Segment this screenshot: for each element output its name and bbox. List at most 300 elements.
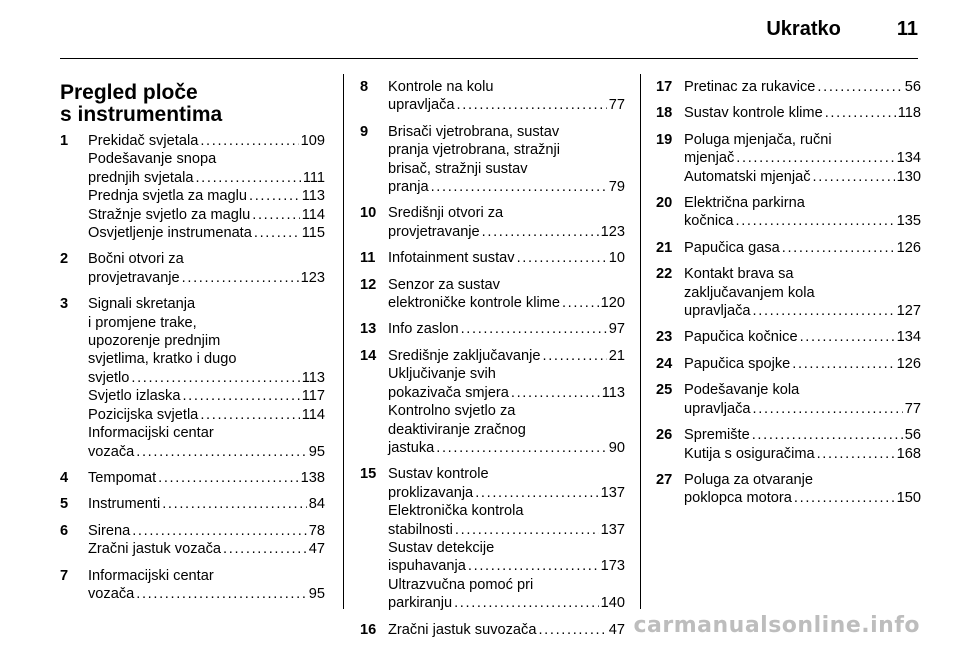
page-reference[interactable]: 79 [608,179,625,196]
dot-leader [252,206,300,224]
entry-line [88,369,325,387]
entry-number: 5 [60,496,69,513]
entry-number: 24 [656,355,673,372]
index-entry [360,204,625,241]
page-reference[interactable]: 111 [302,169,325,186]
entry-line [388,521,625,539]
index-entry [656,426,921,463]
index-entry [656,265,921,320]
dot-leader [455,521,599,539]
entry-line [388,223,625,241]
page-reference[interactable]: 134 [896,329,921,346]
column-3 [656,78,921,516]
entry-text: Podešavanje kola [684,382,800,399]
entry-line [88,332,325,350]
entry-line [88,406,325,424]
page-reference[interactable]: 77 [608,97,625,114]
entry-text: Prednja svjetla za maglu [88,188,247,205]
entry-line [88,314,325,332]
entry-line [88,224,325,242]
entry-body [88,495,325,513]
entry-body [684,131,921,186]
column-divider-1 [343,74,344,609]
page-reference[interactable]: 138 [300,469,325,486]
dot-leader [249,187,300,205]
entry-text: mjenjač [684,150,735,167]
entry-text: vozača [88,443,135,460]
entry-line [388,294,625,312]
entry-text: jastuka [388,439,435,456]
entry-text: upravljača [684,303,751,320]
entry-body [88,250,325,287]
entry-line [684,265,921,283]
index-entry [656,239,921,257]
entry-text: Papučica gasa [684,239,780,256]
entry-line [388,402,625,420]
index-entry [360,320,625,338]
entry-body [684,355,921,373]
dot-leader [792,355,894,373]
entry-number: 26 [656,427,673,444]
entry-number: 12 [360,276,377,293]
entry-number: 25 [656,382,673,399]
entry-line [684,445,921,463]
index-entry [360,347,625,457]
dot-leader [800,328,895,346]
index-entry [360,465,625,612]
entry-text: provjetravanje [88,269,180,286]
index-entry [60,522,325,559]
page-reference[interactable]: 120 [600,295,625,312]
entry-text: Pozicijska svjetla [88,406,199,423]
dot-leader [753,400,903,418]
dot-leader [136,443,307,461]
entry-line [88,443,325,461]
entry-text: Uključivanje svih [388,366,496,383]
watermark: carmanualsonline.info [633,613,920,638]
entry-line [388,576,625,594]
page-title [60,82,325,126]
dot-leader [813,168,895,186]
entry-line [88,187,325,205]
dot-leader [475,484,598,502]
entry-text: pranja vjetrobrana, stražnji [388,142,560,159]
page-reference[interactable]: 56 [904,427,921,444]
page-reference[interactable]: 47 [308,541,325,558]
entry-line [388,365,625,383]
page-title-line-1: Pregled ploče [60,81,198,104]
entry-text: Stražnje svjetlo za maglu [88,206,251,223]
dot-leader [782,239,895,257]
entry-body [88,469,325,487]
page-reference[interactable]: 168 [896,445,921,462]
page-reference[interactable]: 135 [896,213,921,230]
entry-number: 21 [656,239,673,256]
entry-text: Zračni jastuk suvozača [388,621,537,638]
entry-body [684,471,921,508]
column-2 [360,78,625,647]
entry-line [88,469,325,487]
entry-line [388,96,625,114]
entry-number: 13 [360,321,377,338]
page-reference[interactable]: 97 [608,321,625,338]
dot-leader [538,621,606,639]
dot-leader [431,178,607,196]
entry-text: Automatski mjenjač [684,168,811,185]
entry-text: Signali skretanja [88,296,196,313]
entry-line [88,585,325,603]
entry-number: 20 [656,195,673,212]
index-entry [60,495,325,513]
entry-number: 18 [656,105,673,122]
entry-text: Električna parkirna [684,195,805,212]
entry-text: Senzor za sustav [388,276,500,293]
entry-number: 15 [360,466,377,483]
entry-text: Prekidač svjetala [88,133,199,149]
dot-leader [517,249,607,267]
entry-line [88,567,325,585]
entry-number: 3 [60,296,69,313]
entry-body [684,239,921,257]
entry-line [88,350,325,368]
dot-leader [195,169,300,187]
page-reference[interactable]: 114 [301,406,325,423]
page-reference[interactable]: 118 [897,105,921,122]
entry-text: Središnji otvori za [388,205,504,222]
page-reference[interactable]: 77 [904,400,921,417]
entry-text: proklizavanja [388,484,474,501]
entry-text: Sustav detekcije [388,539,495,556]
entry-line [684,212,921,230]
entry-text: Zračni jastuk vozača [88,541,222,558]
entry-line [684,78,921,96]
entry-text: Papučica spojke [684,355,791,372]
entry-text: i promjene trake, [88,314,197,331]
entry-line [388,78,625,96]
page-reference[interactable]: 123 [300,269,325,286]
entry-text: brisač, stražnji sustav [388,160,528,177]
index-entry [656,381,921,418]
entry-body [684,104,921,122]
page-reference[interactable]: 95 [308,585,325,602]
page-reference[interactable]: 115 [301,225,325,242]
entry-line [684,131,921,149]
page-reference[interactable]: 123 [600,223,625,240]
entry-line [684,302,921,320]
index-entry [360,78,625,115]
entry-body [388,249,625,267]
entry-text: Ultrazvučna pomoć pri [388,576,534,593]
page-reference[interactable]: 117 [301,388,325,405]
entry-line [88,250,325,268]
entry-body [684,328,921,346]
index-entry [656,78,921,96]
column-divider-2 [640,74,641,609]
entry-text: deaktiviranje zračnog [388,421,526,438]
index-entry [656,131,921,186]
entry-text: Svjetlo izlaska [88,388,181,405]
entry-text: Kutija s osiguračima [684,445,815,462]
index-entry [60,295,325,461]
index-entry [60,250,325,287]
entry-line [684,284,921,302]
index-entry [360,621,625,639]
page-reference[interactable]: 126 [896,239,921,256]
entry-line [388,557,625,575]
entry-text: stabilnosti [388,521,453,538]
entry-line [388,347,625,365]
dot-leader [794,489,895,507]
entry-line [388,320,625,338]
entry-text: upravljača [684,400,751,417]
entry-line [684,400,921,418]
page-reference[interactable]: 113 [301,188,325,205]
entry-number: 6 [60,522,69,539]
dot-leader [182,269,299,287]
entry-line [388,594,625,612]
entry-body [88,132,325,242]
entry-line [388,123,625,141]
entry-line [88,540,325,558]
entry-body [388,204,625,241]
entry-line [88,522,325,540]
entry-text: Središnje zaključavanje [388,347,541,364]
entry-line [684,104,921,122]
entry-line [388,484,625,502]
dot-leader [254,224,300,242]
page-reference[interactable]: 90 [608,439,625,456]
page-reference[interactable]: 84 [308,496,325,513]
entry-number: 19 [656,131,673,148]
entry-text: prednjih svjetala [88,169,194,186]
entry-body [684,265,921,320]
page-reference[interactable]: 113 [601,384,625,401]
entry-text: Instrumenti [88,496,161,513]
entry-body [88,295,325,461]
entry-text: pokazivača smjera [388,384,509,401]
index-entry [656,104,921,122]
entry-line [684,194,921,212]
entry-line [88,495,325,513]
entry-line [388,439,625,457]
entry-text: upravljača [388,97,455,114]
entry-text: kočnica [684,213,734,230]
entry-text: ispuhavanja [388,558,466,575]
index-entry [656,355,921,373]
page-reference[interactable]: 134 [896,150,921,167]
entry-text: Kontakt brava sa [684,266,794,283]
index-entry [656,471,921,508]
dot-leader [468,557,599,575]
entry-number: 10 [360,205,377,222]
entry-line [684,149,921,167]
entry-text: Tempomat [88,469,157,486]
entry-line [388,249,625,267]
entry-line [684,239,921,257]
entry-text: parkiranju [388,595,453,612]
entry-body [388,347,625,457]
dot-leader [543,347,607,365]
page-reference[interactable]: 109 [300,133,325,149]
entry-text: Sustav kontrole [388,466,489,483]
page-reference[interactable]: 56 [904,79,921,95]
entry-line [388,465,625,483]
entry-text: Sirena [88,522,131,539]
dot-leader [158,469,299,487]
entry-line [388,160,625,178]
dot-leader [825,104,896,122]
entry-line [88,387,325,405]
entry-body [88,567,325,604]
index-entry [360,123,625,197]
entry-line [88,424,325,442]
entry-body [684,426,921,463]
page-reference[interactable]: 78 [308,522,325,539]
entry-line [388,539,625,557]
entry-line [684,381,921,399]
entry-line [88,206,325,224]
page-title-line-2: s instrumentima [60,103,223,126]
entry-number: 27 [656,471,673,488]
entry-body [388,320,625,338]
entry-line [684,328,921,346]
entry-line [388,502,625,520]
dot-leader [817,78,902,96]
page-reference[interactable]: 114 [301,206,325,223]
entry-text: Pretinac za rukavice [684,79,816,95]
entry-line [388,421,625,439]
entry-line [88,269,325,287]
dot-leader [562,294,599,312]
dot-leader [162,495,307,513]
page-reference[interactable]: 137 [600,484,625,501]
entry-line [88,150,325,168]
index-entry [60,567,325,604]
dot-leader [136,585,307,603]
page-number: 11 [896,18,918,40]
entry-body [684,194,921,231]
entry-text: elektroničke kontrole klime [388,295,560,312]
index-entry [656,328,921,346]
entry-text: provjetravanje [388,223,480,240]
entry-text: Informacijski centar [88,567,214,584]
index-entry [360,276,625,313]
entry-number: 2 [60,251,69,268]
entry-text: Podešavanje snopa [88,151,217,168]
entry-number: 22 [656,266,673,283]
header-rule [60,58,918,59]
entry-line [88,295,325,313]
entry-text: zaključavanjem kola [684,284,815,301]
entry-text: vozača [88,585,135,602]
dot-leader [454,594,599,612]
entry-text: Brisači vjetrobrana, sustav [388,123,560,140]
entry-body [388,276,625,313]
column-1 [60,80,325,611]
index-entry [360,249,625,267]
page-reference[interactable]: 140 [600,595,625,612]
entry-body [388,465,625,612]
entry-number: 8 [360,79,369,95]
index-entry [656,194,921,231]
page-reference[interactable]: 127 [896,303,921,320]
entry-text: Kontrolno svjetlo za [388,403,516,420]
entry-line [388,621,625,639]
dot-leader [200,132,298,150]
page-reference[interactable]: 95 [308,443,325,460]
entry-line [684,489,921,507]
page-reference[interactable]: 113 [301,369,325,386]
page-reference[interactable]: 173 [600,558,625,575]
entry-number: 9 [360,123,369,140]
dot-leader [511,384,600,402]
index-entry [60,132,325,242]
entry-text: upozorenje prednjim [88,333,221,350]
dot-leader [132,522,307,540]
index-entry [60,469,325,487]
dot-leader [131,369,299,387]
entry-text: pranja [388,179,429,196]
entry-text: Poluga za otvaranje [684,471,813,488]
entry-line [388,384,625,402]
entry-body [388,123,625,197]
page-reference[interactable]: 47 [608,621,625,638]
page-reference[interactable]: 126 [896,355,921,372]
entry-line [388,276,625,294]
page-reference[interactable]: 10 [608,250,625,267]
entry-text: Informacijski centar [88,425,214,442]
entry-text: Elektronička kontrola [388,503,524,520]
entry-text: svjetlima, kratko i dugo [88,351,237,368]
entry-number: 1 [60,133,69,149]
entry-body [388,621,625,639]
entry-text: Info zaslon [388,321,459,338]
entry-line [684,355,921,373]
entry-body [88,522,325,559]
dot-leader [482,223,599,241]
entry-number: 11 [360,250,376,267]
entry-line [388,204,625,222]
entry-text: Bočni otvori za [88,251,184,268]
entry-text: Papučica kočnice [684,329,798,346]
dot-leader [200,406,299,424]
dot-leader [457,96,607,114]
entry-number: 23 [656,329,673,346]
entry-text: Osvjetljenje instrumenata [88,225,252,242]
entry-line [388,141,625,159]
dot-leader [436,439,607,457]
entry-number: 16 [360,621,377,638]
entry-line [88,132,325,150]
section-title: Ukratko [766,18,841,40]
entry-body [684,78,921,96]
dot-leader [223,540,307,558]
entry-text: Sustav kontrole klime [684,105,823,122]
page-reference[interactable]: 21 [608,347,625,364]
page-reference[interactable]: 137 [600,521,625,538]
dot-leader [182,387,299,405]
dot-leader [753,302,895,320]
entry-number: 17 [656,79,673,95]
dot-leader [736,149,894,167]
entry-text: Spremište [684,427,750,444]
entry-text: Kontrole na kolu [388,79,494,95]
dot-leader [817,445,895,463]
page-reference[interactable]: 130 [896,168,921,185]
entry-line [388,178,625,196]
page-reference[interactable]: 150 [896,490,921,507]
dot-leader [752,426,903,444]
